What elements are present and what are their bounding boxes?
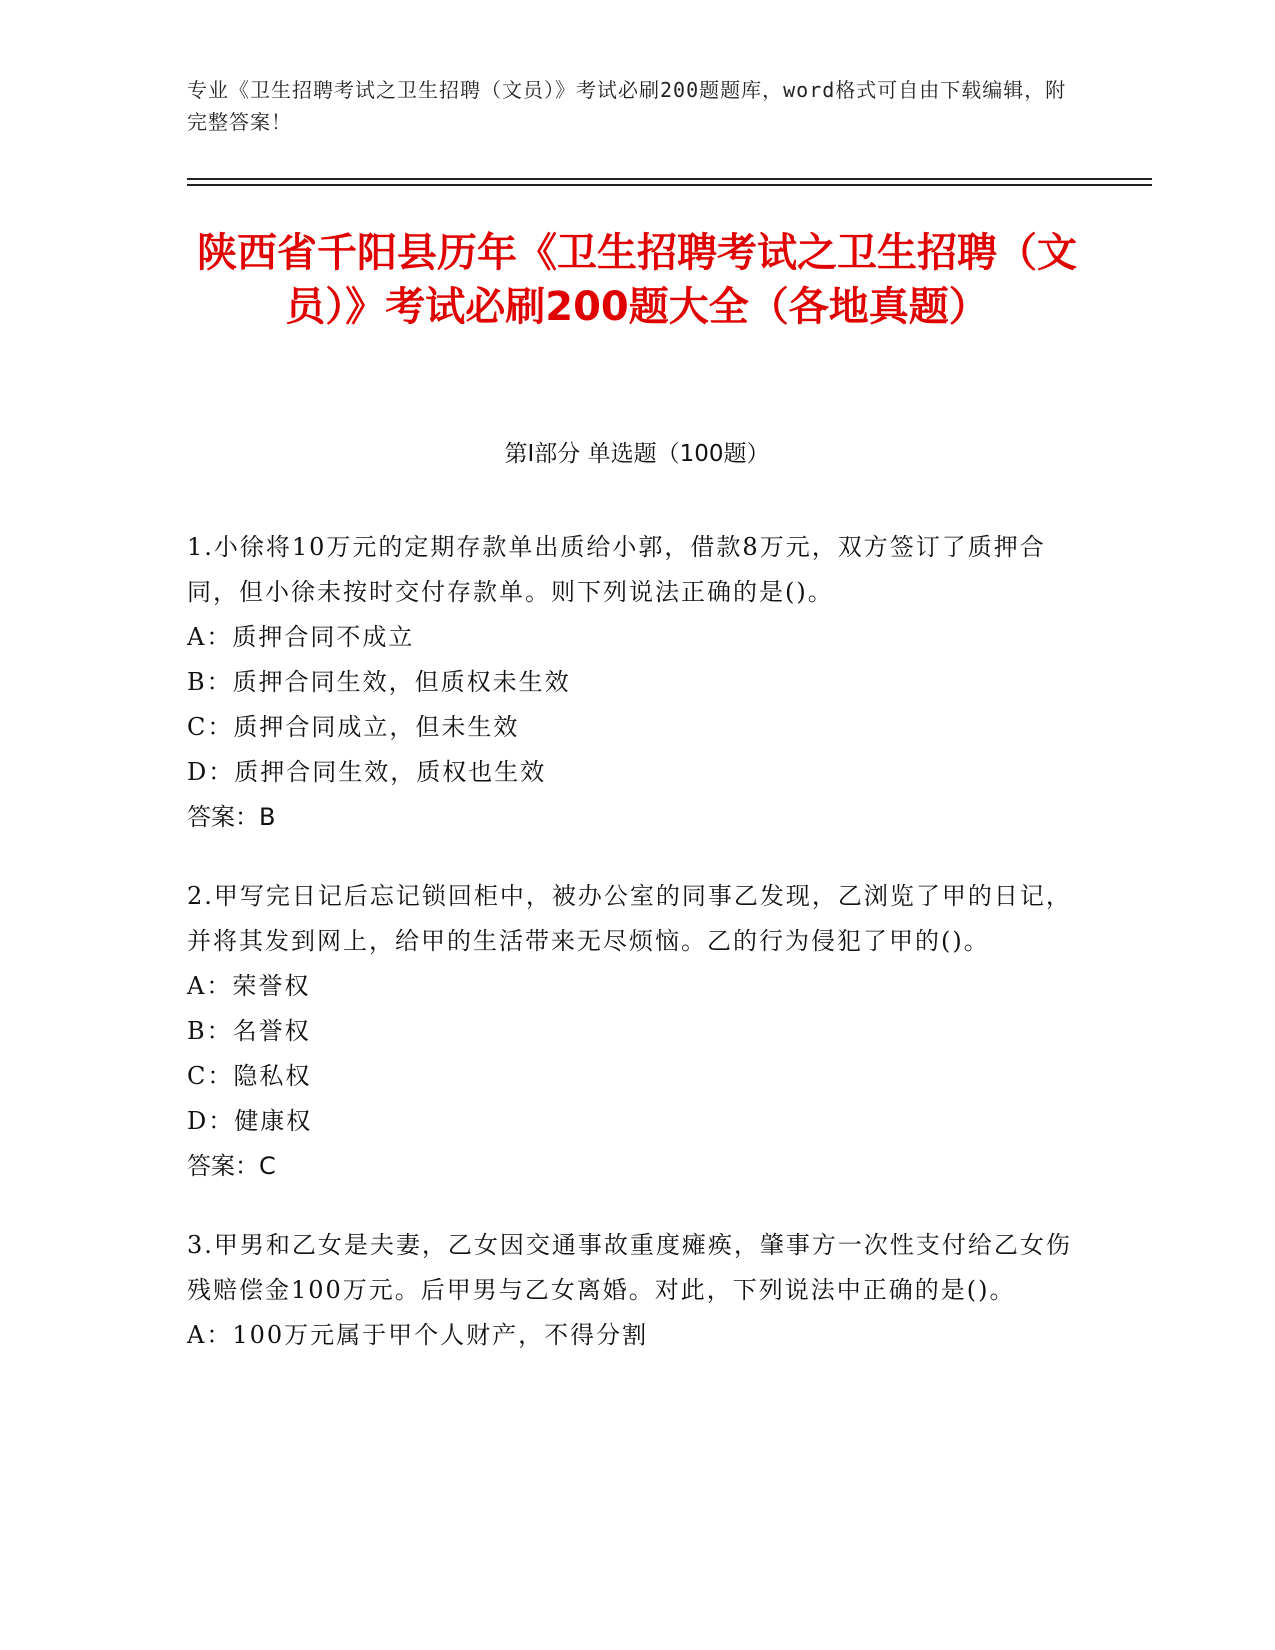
document-title: 陕西省千阳县历年《卫生招聘考试之卫生招聘（文员）》考试必刷200题大全（各地真题）	[197, 230, 1077, 330]
question-list	[187, 525, 1087, 1392]
option-b: B：名誉权	[187, 1017, 311, 1045]
section-title: 第I部分 单选题（100题）	[504, 441, 770, 467]
question-stem: 2.甲写完日记后忘记锁回柜中，被办公室的同事乙发现，乙浏览了甲的日记，并将其发到网上，给甲的生活带来无尽烦恼。乙的行为侵犯了甲的()。	[187, 882, 1072, 955]
option-d: D：健康权	[187, 1107, 313, 1135]
header-rule-top	[187, 178, 1152, 180]
option-a: A：质押合同不成立	[187, 623, 415, 651]
answer: 答案：B	[187, 803, 276, 831]
option-c: C：隐私权	[187, 1062, 312, 1090]
header-rule-bottom	[187, 184, 1152, 186]
option-a: A：100万元属于甲个人财产，不得分割	[187, 1321, 649, 1349]
question-stem: 1.小徐将10万元的定期存款单出质给小郭，借款8万元，双方签订了质押合同，但小徐未按时交付存款单。则下列说法正确的是()。	[187, 533, 1046, 606]
option-a: A：荣誉权	[187, 972, 311, 1000]
answer: 答案：C	[187, 1152, 276, 1180]
option-c: C：质押合同成立，但未生效	[187, 713, 520, 741]
option-b: B：质押合同生效，但质权未生效	[187, 668, 571, 696]
question-1	[187, 525, 1087, 840]
option-d: D：质押合同生效，质权也生效	[187, 758, 547, 786]
question-3	[187, 1223, 1087, 1358]
question-stem: 3.甲男和乙女是夫妻，乙女因交通事故重度瘫痪，肇事方一次性支付给乙女伤残赔偿金100万元。后甲男与乙女离婚。对此，下列说法中正确的是()。	[187, 1231, 1072, 1304]
question-2	[187, 874, 1087, 1189]
header-note: 专业《卫生招聘考试之卫生招聘（文员）》考试必刷200题题库，word格式可自由下载编辑，附完整答案！	[187, 78, 1067, 134]
